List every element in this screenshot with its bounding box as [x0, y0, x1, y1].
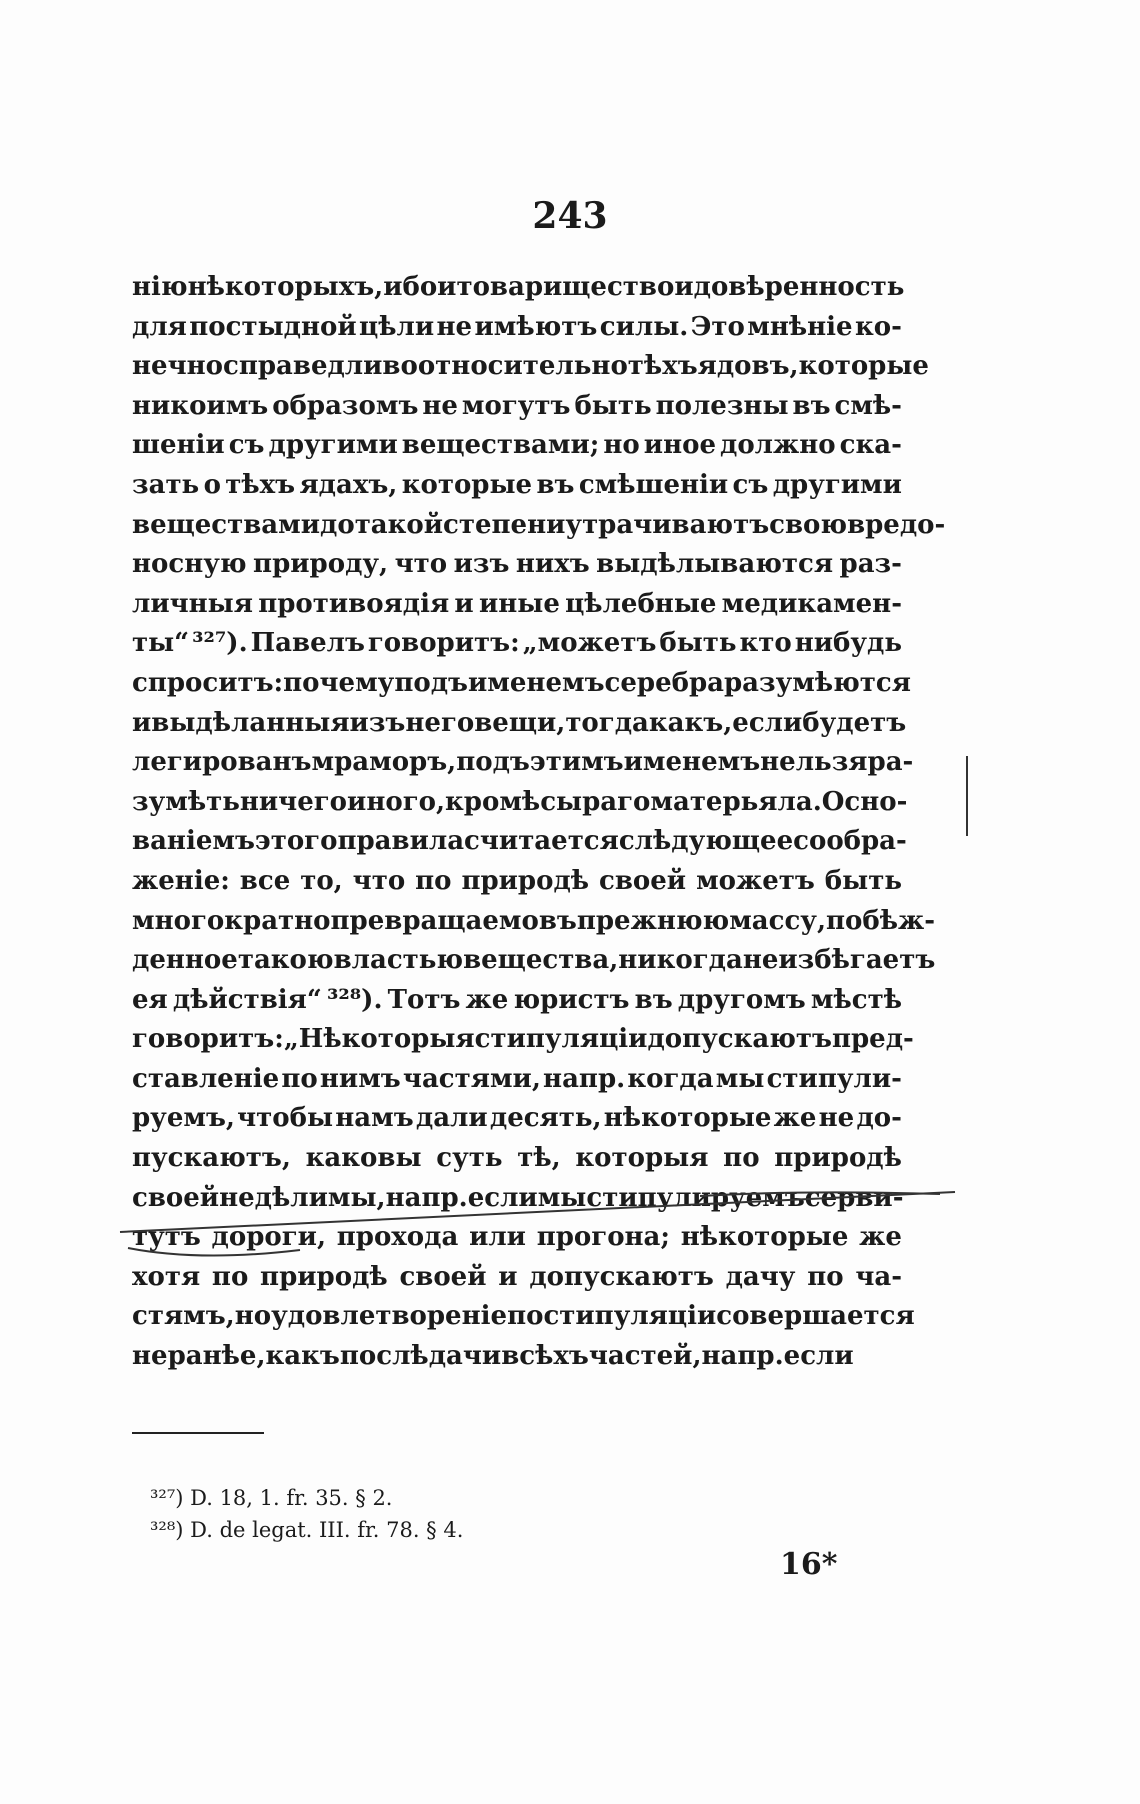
footnote-divider [132, 1432, 264, 1434]
signature-mark: 16* [780, 1547, 838, 1582]
text-line: нію нѣкоторыхъ, ибо и товарищество и довѣренность [132, 272, 905, 302]
text-line: ваніемъ этого правила считается слѣдующее сообра- [132, 826, 907, 857]
margin-pencil-mark [966, 756, 968, 836]
text-line: и выдѣланныя изъ него вещи, тогда какъ, если будетъ [132, 707, 907, 738]
text-line: своей недѣлимы, напр. если мы стипулируемъ серви- [132, 1182, 904, 1213]
text-line: шеніи съ другими веществами; но иное должно ска- [132, 430, 902, 461]
text-line: носную природу, что изъ нихъ выдѣлываются раз- [132, 549, 902, 580]
text-line: хотя по природѣ своей и допускаютъ дачу по ча- [132, 1261, 902, 1292]
text-line: тутъ дороги, прохода или прогона; нѣкоторые же [132, 1222, 902, 1253]
text-line: нечно справедливо относительно тѣхъ ядовъ, которые [132, 351, 929, 382]
text-line: личныя противоядія и иные цѣлебные медикамен- [132, 588, 902, 619]
text-line: легированъ мраморъ, подъ этимъ именемъ нельзя ра- [132, 747, 914, 778]
text-line: денное такою властью вещества, никогда не избѣгаетъ [132, 945, 936, 976]
text-line: веществами до такой степени утрачиваютъ свою вредо- [132, 509, 946, 540]
text-line: для постыдной цѣли не имѣютъ силы. Это мнѣніе ко- [132, 311, 902, 342]
text-line: зумѣть ничего иного, кромѣ сыраго матерьяла. Осно- [132, 786, 908, 817]
footnote-327: ³²⁷) D. 18, 1. fr. 35. § 2. [150, 1486, 393, 1510]
text-line: стямъ, но удовлетвореніе по стипуляціи совершается [132, 1301, 915, 1332]
text-line: спроситъ: почему подъ именемъ серебра разумѣются [132, 667, 911, 698]
text-line: говоритъ: „Нѣкоторыя стипуляціи допускаютъ пред- [132, 1024, 914, 1055]
footnote-328: ³²⁸) D. de legat. III. fr. 78. § 4. [150, 1518, 464, 1542]
text-line: руемъ, чтобы намъ дали десять, нѣкоторые же не до- [132, 1103, 902, 1134]
text-line: многократно превращаемо въ прежнюю массу, побѣж- [132, 905, 936, 936]
text-line: пускаютъ, каковы суть тѣ, которыя по природѣ [132, 1143, 902, 1174]
text-line: ставленіе по нимъ частями, напр. когда мы стипули- [132, 1063, 902, 1094]
text-line: зать о тѣхъ ядахъ, которые въ смѣшеніи съ другими [132, 469, 902, 500]
text-line: ея дѣйствія“ ³²⁸). Тотъ же юристъ въ другомъ мѣстѣ [132, 984, 902, 1015]
body-text [132, 268, 946, 1377]
text-line: женіе: все то, что по природѣ своей можетъ быть [132, 865, 902, 896]
footnotes [150, 1482, 750, 1546]
page-number: 243 [532, 195, 608, 237]
text-line: никоимъ образомъ не могутъ быть полезны въ смѣ- [132, 390, 902, 421]
text-line: ты“ ³²⁷). Павелъ говоритъ: „можетъ быть кто нибудь [132, 628, 902, 659]
text-line: не ранѣе, какъ послѣ дачи всѣхъ частей, напр. если [132, 1341, 854, 1372]
